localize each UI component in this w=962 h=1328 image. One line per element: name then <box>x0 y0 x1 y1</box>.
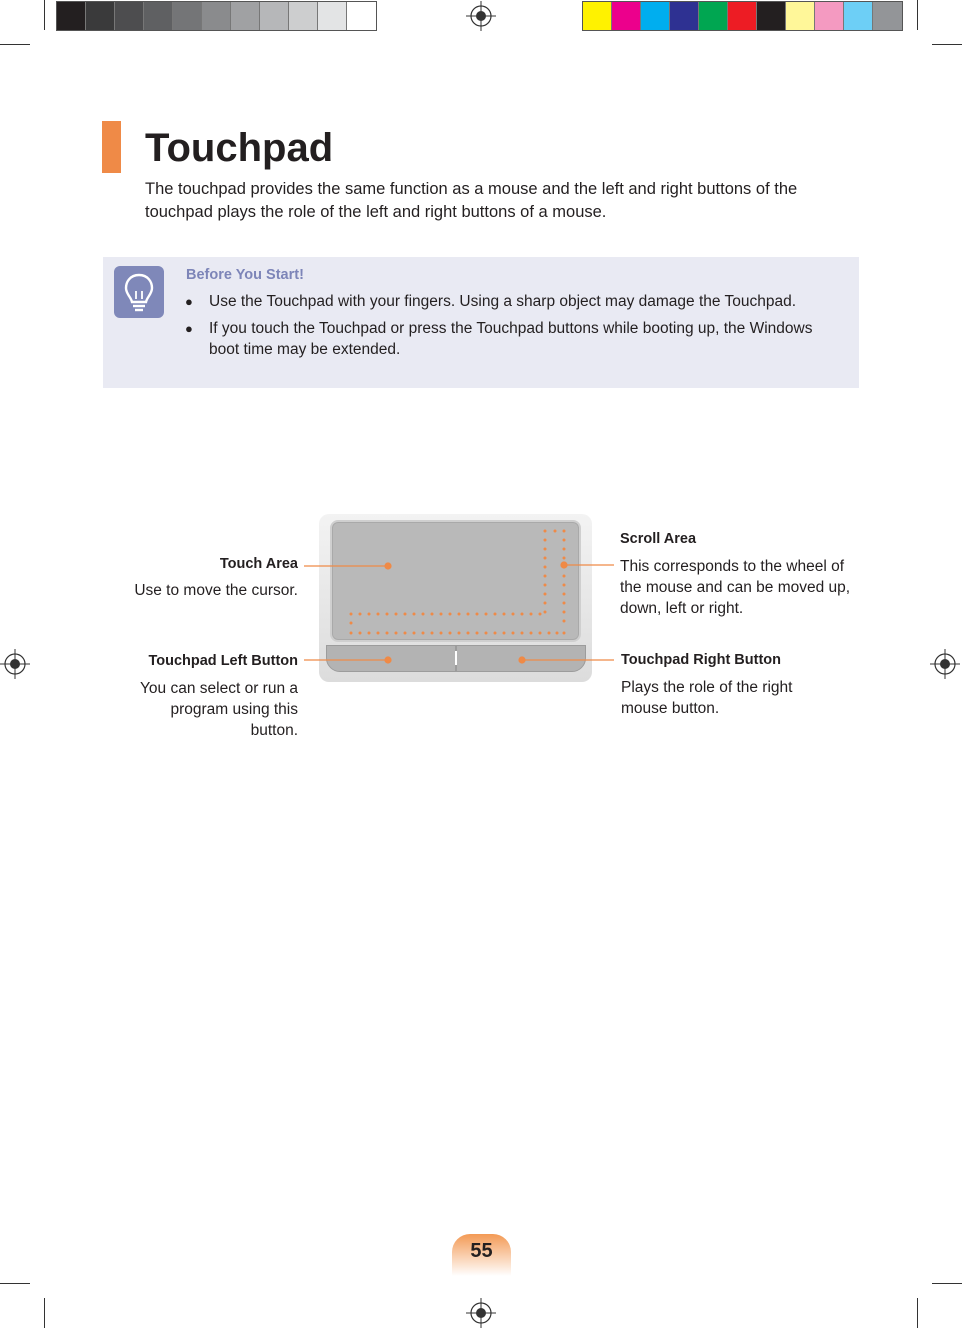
note-item-text: Use the Touchpad with your fingers. Using a sharp object may damage the Touchpad. <box>209 293 797 310</box>
intro-paragraph: The touchpad provides the same function as a mouse and the left and right buttons of the touchpad plays the role of the left and right buttons of a mouse. <box>145 180 798 221</box>
touch-area-text: Use to move the cursor. <box>134 582 298 599</box>
crop-mark <box>917 1298 918 1328</box>
page-number: 55 <box>470 1240 493 1262</box>
right-button-text: Plays the role of the right mouse button. <box>621 679 793 717</box>
scroll-area-dots <box>350 530 566 635</box>
note-title: Before You Start! <box>186 267 304 283</box>
bullet-icon: ● <box>185 294 193 309</box>
scroll-area-title: Scroll Area <box>620 531 697 547</box>
right-button-title: Touchpad Right Button <box>621 652 781 668</box>
registration-mark-icon <box>466 1298 496 1328</box>
crop-mark <box>44 1298 45 1328</box>
note-item-text: If you touch the Touchpad or press the Touchpad buttons while booting up, the Windows boot time may be extended. <box>209 320 813 358</box>
bullet-icon: ● <box>185 321 193 336</box>
left-button-text: You can select or run a program using this button. <box>140 680 298 739</box>
touch-area-title: Touch Area <box>219 556 298 572</box>
scroll-area-text: This corresponds to the wheel of the mouse and can be moved up, down, left or right. <box>620 558 851 617</box>
crop-mark <box>932 1283 962 1284</box>
crop-mark <box>0 1283 30 1284</box>
page-title: Touchpad <box>145 126 334 170</box>
left-button-title: Touchpad Left Button <box>148 653 298 669</box>
